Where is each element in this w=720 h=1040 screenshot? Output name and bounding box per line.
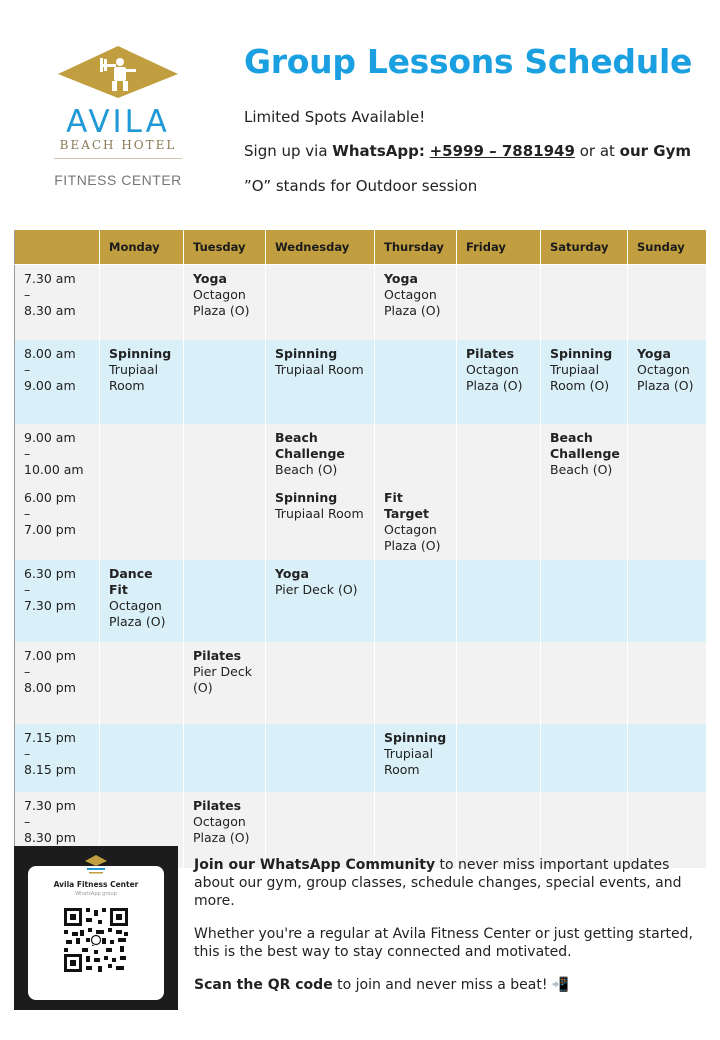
class-cell: [100, 424, 184, 484]
class-cell[interactable]: [184, 264, 266, 340]
class-cell: [100, 264, 184, 340]
class-name: Yoga: [637, 346, 671, 361]
class-cell: [457, 642, 541, 724]
class-cell: [541, 264, 628, 340]
phone-link[interactable]: +5999 – 7881949: [429, 142, 575, 160]
class-cell: [266, 642, 375, 724]
schedule-table: [14, 230, 707, 868]
class-location: Octagon Plaza (O): [109, 598, 166, 629]
class-cell[interactable]: [266, 424, 375, 484]
day-header-monday: Monday: [100, 230, 184, 264]
class-cell[interactable]: [628, 340, 707, 424]
class-location: Octagon Plaza (O): [193, 286, 250, 318]
schedule-row: [15, 340, 707, 424]
time-text: –: [24, 582, 31, 597]
class-location: Octagon Plaza (O): [466, 362, 523, 393]
class-name: Spinning: [109, 346, 172, 361]
signup-prefix: Sign up via: [244, 142, 333, 160]
class-cell: [628, 484, 707, 560]
class-cell: [184, 424, 266, 484]
day-header-saturday: Saturday: [541, 230, 628, 264]
schedule-row: [15, 560, 707, 642]
page-title: Group Lessons Schedule: [244, 42, 693, 81]
time-text: –: [24, 814, 31, 829]
class-cell[interactable]: [541, 424, 628, 484]
class-name: Fit Target: [384, 490, 429, 521]
class-location: Pier Deck (O): [275, 582, 358, 597]
time-text: 8.00 am: [24, 346, 76, 361]
signup-text: [244, 142, 691, 160]
day-header-tuesday: Tuesday: [184, 230, 266, 264]
community-paragraph: [194, 856, 694, 910]
time-text: 8.00 pm: [24, 680, 76, 695]
time-column-header: [15, 230, 100, 264]
time-cell: [15, 560, 100, 642]
time-text: 7.00 pm: [24, 648, 76, 663]
class-cell: [628, 560, 707, 642]
time-text: –: [24, 664, 31, 679]
class-location: Trupiaal Room (O): [550, 362, 610, 393]
time-text: –: [24, 286, 31, 302]
class-cell: [266, 264, 375, 340]
time-text: 8.30 am: [24, 302, 76, 318]
qr-card: [28, 866, 164, 1000]
time-text: 7.30 am: [24, 270, 76, 286]
time-text: –: [24, 362, 31, 377]
class-cell: [266, 724, 375, 792]
time-cell: [15, 340, 100, 424]
schedule-row: [15, 642, 707, 724]
class-location: Octagon Plaza (O): [637, 362, 694, 393]
class-cell: [628, 424, 707, 484]
whatsapp-label: WhatsApp:: [332, 142, 425, 160]
class-cell[interactable]: [266, 484, 375, 560]
day-header-sunday: Sunday: [628, 230, 707, 264]
time-text: 7.30 pm: [24, 598, 76, 613]
class-name: Beach Challenge: [550, 430, 620, 461]
time-cell: [15, 724, 100, 792]
logo-divider: [54, 158, 182, 159]
class-location: Octagon Plaza (O): [384, 522, 441, 553]
class-location: Trupiaal Room: [109, 362, 159, 393]
time-text: –: [24, 446, 31, 461]
class-cell: [628, 642, 707, 724]
qr-card-subtitle: WhatsApp group: [75, 891, 117, 897]
time-text: –: [24, 506, 31, 521]
class-name: Spinning: [384, 730, 447, 745]
class-name: Pilates: [466, 346, 515, 361]
class-cell: [375, 340, 457, 424]
class-location: Beach (O): [550, 462, 613, 477]
schedule-row: [15, 424, 707, 484]
day-header-friday: Friday: [457, 230, 541, 264]
time-text: 6.00 pm: [24, 490, 76, 505]
schedule-row: [15, 264, 707, 340]
day-header-thursday: Thursday: [375, 230, 457, 264]
class-name: Yoga: [275, 566, 309, 581]
class-cell[interactable]: [375, 264, 457, 340]
class-name: Spinning: [275, 490, 338, 505]
limited-spots-text: Limited Spots Available!: [244, 108, 426, 126]
class-cell[interactable]: [457, 340, 541, 424]
time-text: 7.30 pm: [24, 798, 76, 813]
class-name: Spinning: [275, 346, 338, 361]
community-heading: Join our WhatsApp Community: [194, 857, 436, 873]
class-name: Pilates: [193, 798, 242, 813]
class-cell: [457, 264, 541, 340]
class-location: Trupiaal Room: [384, 746, 434, 777]
time-text: 8.15 pm: [24, 762, 76, 777]
class-location: Pier Deck (O): [193, 664, 252, 695]
class-cell: [100, 484, 184, 560]
time-text: 7.00 pm: [24, 522, 76, 537]
class-name: Spinning: [550, 346, 613, 361]
class-name: Dance Fit: [109, 566, 153, 597]
time-text: –: [24, 746, 31, 761]
time-text: 9.00 am: [24, 430, 76, 445]
scan-text: to join and never miss a beat!: [332, 977, 552, 993]
class-cell[interactable]: [100, 340, 184, 424]
hotel-logo: [48, 44, 188, 194]
class-cell[interactable]: [184, 642, 266, 724]
class-location: Beach (O): [275, 462, 338, 477]
class-cell: [541, 724, 628, 792]
class-name: Yoga: [384, 270, 418, 286]
class-location: Octagon Plaza (O): [193, 814, 250, 845]
class-cell[interactable]: [100, 560, 184, 642]
schedule-row: [15, 724, 707, 792]
class-cell: [457, 560, 541, 642]
class-cell: [541, 642, 628, 724]
class-cell[interactable]: [375, 724, 457, 792]
class-cell: [184, 560, 266, 642]
class-cell[interactable]: [266, 340, 375, 424]
class-name: Pilates: [193, 648, 242, 663]
day-header-wednesday: Wednesday: [266, 230, 375, 264]
class-cell: [628, 264, 707, 340]
stay-connected-paragraph: Whether you're a regular at Avila Fitness Center or just getting started, this is the best way to stay connected and motivated.: [194, 926, 693, 960]
logo-name: AVILA: [66, 104, 170, 140]
class-location: Octagon Plaza (O): [384, 286, 441, 318]
time-text: 8.30 pm: [24, 830, 76, 845]
time-cell: [15, 264, 100, 340]
class-cell: [184, 724, 266, 792]
qr-code-panel[interactable]: [14, 846, 178, 1010]
qr-code-icon[interactable]: [62, 906, 130, 974]
logo-fitness-center: FITNESS CENTER: [54, 172, 182, 188]
time-text: 6.30 pm: [24, 566, 76, 581]
class-cell: [184, 484, 266, 560]
class-cell: [100, 642, 184, 724]
time-text: 10.00 am: [24, 462, 84, 477]
class-cell: [375, 560, 457, 642]
signup-mid: or at: [574, 142, 620, 160]
class-cell: [375, 424, 457, 484]
class-cell: [375, 642, 457, 724]
class-location: Trupiaal Room: [275, 362, 364, 377]
time-cell: [15, 484, 100, 560]
time-text: 9.00 am: [24, 378, 76, 393]
hotel-logo-small-icon: [84, 854, 108, 876]
class-name: Beach Challenge: [275, 430, 345, 461]
gym-label: our Gym: [619, 142, 691, 160]
outdoor-note: ”O” stands for Outdoor session: [244, 177, 478, 195]
class-cell[interactable]: [541, 340, 628, 424]
class-cell: [457, 724, 541, 792]
schedule-header-row: [15, 230, 707, 264]
schedule-row: [15, 484, 707, 560]
mobile-arrow-icon: 📲: [551, 977, 570, 993]
dumbbell-diamond-icon: [48, 44, 188, 104]
class-cell[interactable]: [266, 560, 375, 642]
time-cell: [15, 424, 100, 484]
class-cell: [628, 724, 707, 792]
community-text: to never miss important updates about our gym, group classes, schedule changes, special events, and more.: [194, 857, 682, 909]
class-cell[interactable]: [375, 484, 457, 560]
class-name: Yoga: [193, 270, 227, 286]
qr-card-title: Avila Fitness Center: [53, 880, 139, 889]
class-location: Trupiaal Room: [275, 506, 364, 521]
scan-paragraph: [194, 976, 694, 994]
class-cell: [541, 560, 628, 642]
class-cell: [457, 424, 541, 484]
time-text: 7.15 pm: [24, 730, 76, 745]
class-cell: [100, 724, 184, 792]
logo-subtitle: BEACH HOTEL: [59, 138, 177, 152]
scan-heading: Scan the QR code: [194, 977, 333, 993]
time-cell: [15, 642, 100, 724]
class-cell: [184, 340, 266, 424]
class-cell: [541, 484, 628, 560]
class-cell: [457, 484, 541, 560]
